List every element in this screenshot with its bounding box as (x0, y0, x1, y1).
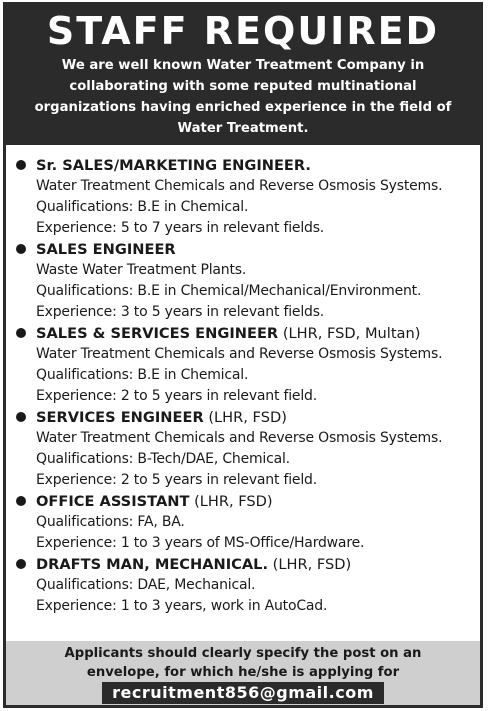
job-title-line (6, 491, 480, 512)
job-title-line (6, 155, 480, 176)
job-location: (LHR, FSD) (194, 493, 273, 510)
job-detail: Qualifications: FA, BA. (36, 514, 185, 530)
job-title-line (6, 323, 480, 344)
bullet-icon (16, 412, 26, 422)
job-title-line (6, 554, 480, 575)
job-title: SERVICES ENGINEER (36, 409, 204, 426)
job-entry (6, 239, 480, 323)
job-title-line (6, 239, 480, 260)
job-list (6, 145, 480, 617)
ad-title: STAFF REQUIRED (46, 9, 440, 53)
job-detail: Water Treatment Chemicals and Reverse Osmosis Systems. (36, 430, 443, 446)
job-detail: Experience: 5 to 7 years in relevant fields. (36, 220, 325, 236)
job-title: DRAFTS MAN, MECHANICAL. (36, 556, 269, 573)
job-location: (LHR, FSD) (272, 556, 352, 573)
job-detail: Experience: 2 to 5 years in relevant field. (36, 388, 317, 404)
job-detail: Experience: 1 to 3 years of MS-Office/Hardware. (36, 535, 365, 551)
job-detail: Qualifications: B.E in Chemical/Mechanical/Environment. (36, 283, 422, 299)
application-note-line: envelope, for which he/she is applying for (86, 665, 400, 680)
application-note-line: Applicants should clearly specify the post on an (64, 646, 422, 661)
job-title-line (6, 407, 480, 428)
ad-intro: We are well known Water Treatment Company in collaborating with some reputed multinational organizations having enriched experience in the field of Water Treatment. (34, 58, 452, 136)
bullet-icon (16, 496, 26, 506)
job-advertisement (3, 2, 483, 708)
bullet-icon (16, 160, 26, 170)
job-detail: Qualifications: B-Tech/DAE, Chemical. (36, 451, 290, 467)
job-detail: Waste Water Treatment Plants. (36, 262, 247, 278)
ad-header (6, 5, 480, 145)
job-entry (6, 407, 480, 491)
job-entry (6, 155, 480, 239)
bullet-icon (16, 559, 26, 569)
job-title: SALES & SERVICES ENGINEER (36, 325, 279, 342)
bullet-icon (16, 328, 26, 338)
job-entry (6, 323, 480, 407)
job-title: OFFICE ASSISTANT (36, 493, 190, 510)
job-entry (6, 491, 480, 554)
job-detail: Experience: 1 to 3 years, work in AutoCad. (36, 598, 328, 614)
ad-footer (6, 641, 480, 705)
job-detail: Experience: 2 to 5 years in relevant field. (36, 472, 317, 488)
job-entry (6, 554, 480, 617)
job-title: Sr. SALES/MARKETING ENGINEER. (36, 157, 311, 174)
bullet-icon (16, 244, 26, 254)
job-title: SALES ENGINEER (36, 241, 176, 258)
job-location: (LHR, FSD, Multan) (282, 325, 421, 342)
job-detail: Qualifications: B.E in Chemical. (36, 367, 249, 383)
job-location: (LHR, FSD) (208, 409, 287, 426)
job-detail: Qualifications: B.E in Chemical. (36, 199, 249, 215)
job-detail: Qualifications: DAE, Mechanical. (36, 577, 256, 593)
job-detail: Water Treatment Chemicals and Reverse Osmosis Systems. (36, 346, 443, 362)
job-detail: Water Treatment Chemicals and Reverse Osmosis Systems. (36, 178, 443, 194)
application-note (6, 641, 480, 682)
job-detail: Experience: 3 to 5 years in relevant fields. (36, 304, 325, 320)
email-address[interactable]: recruitment856@gmail.com (102, 682, 384, 704)
